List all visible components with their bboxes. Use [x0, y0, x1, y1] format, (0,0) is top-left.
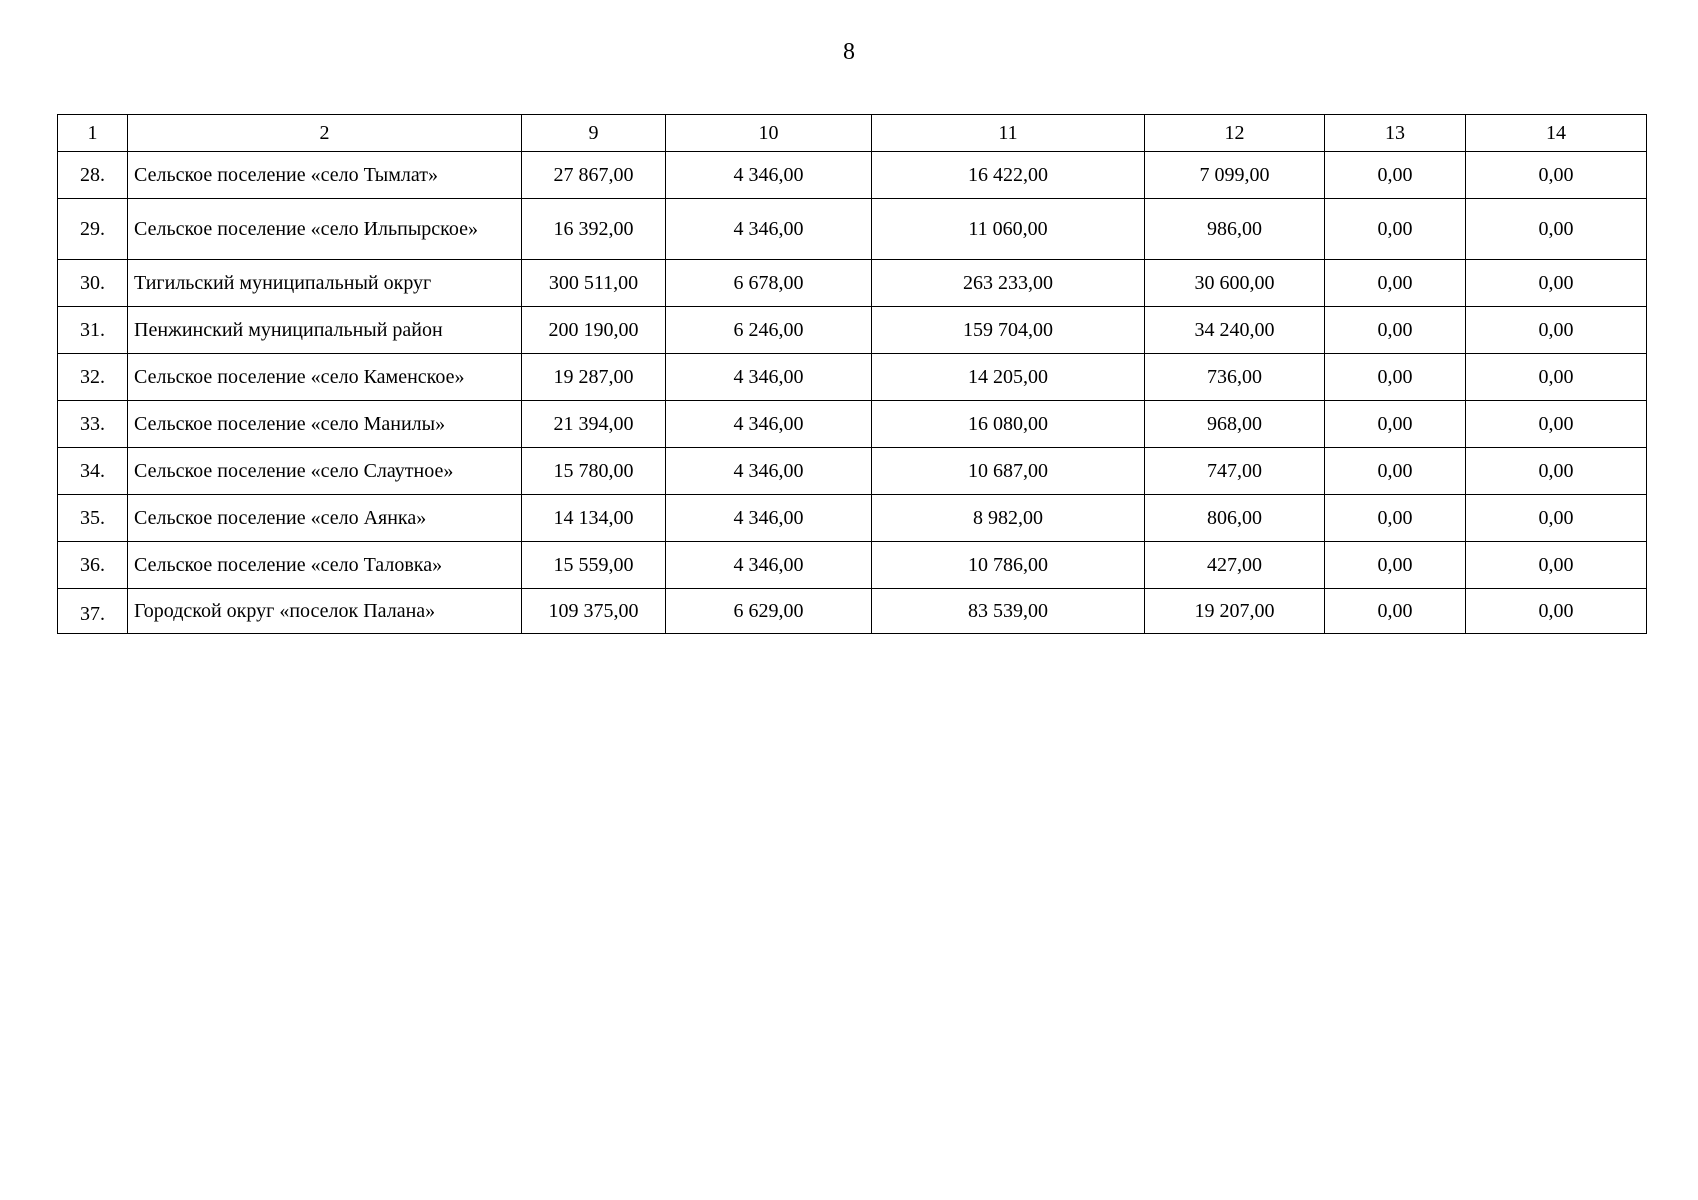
table-row	[58, 152, 1647, 199]
value-cell: 15 559,00	[522, 542, 666, 589]
value-cell: 0,00	[1325, 307, 1466, 354]
row-number: 29.	[58, 199, 128, 260]
value-cell: 0,00	[1325, 542, 1466, 589]
row-number: 28.	[58, 152, 128, 199]
value-cell: 83 539,00	[872, 589, 1145, 634]
value-cell: 0,00	[1466, 260, 1647, 307]
value-cell: 806,00	[1145, 495, 1325, 542]
value-cell: 0,00	[1325, 152, 1466, 199]
value-cell: 0,00	[1466, 495, 1647, 542]
value-cell: 968,00	[1145, 401, 1325, 448]
table-header-row	[58, 115, 1647, 152]
table-row	[58, 354, 1647, 401]
row-number: 30.	[58, 260, 128, 307]
value-cell: 4 346,00	[666, 401, 872, 448]
table-row	[58, 495, 1647, 542]
municipality-name: Сельское поселение «село Ильпырское»	[128, 199, 522, 260]
column-header: 11	[872, 115, 1145, 152]
row-number: 36.	[58, 542, 128, 589]
municipality-name: Пенжинский муниципальный район	[128, 307, 522, 354]
value-cell: 0,00	[1325, 589, 1466, 634]
value-cell: 263 233,00	[872, 260, 1145, 307]
column-header: 14	[1466, 115, 1647, 152]
value-cell: 11 060,00	[872, 199, 1145, 260]
value-cell: 0,00	[1466, 542, 1647, 589]
value-cell: 14 205,00	[872, 354, 1145, 401]
value-cell: 0,00	[1325, 260, 1466, 307]
table-row	[58, 199, 1647, 260]
table-row	[58, 448, 1647, 495]
municipality-name: Сельское поселение «село Аянка»	[128, 495, 522, 542]
table-row	[58, 401, 1647, 448]
table-row	[58, 542, 1647, 589]
row-number: 37.	[58, 589, 128, 634]
municipality-name: Сельское поселение «село Манилы»	[128, 401, 522, 448]
value-cell: 10 687,00	[872, 448, 1145, 495]
municipality-name: Тигильский муниципальный округ	[128, 260, 522, 307]
value-cell: 14 134,00	[522, 495, 666, 542]
table-row	[58, 260, 1647, 307]
value-cell: 21 394,00	[522, 401, 666, 448]
value-cell: 0,00	[1466, 401, 1647, 448]
value-cell: 16 392,00	[522, 199, 666, 260]
row-number: 35.	[58, 495, 128, 542]
value-cell: 0,00	[1466, 448, 1647, 495]
value-cell: 0,00	[1325, 448, 1466, 495]
value-cell: 0,00	[1325, 354, 1466, 401]
value-cell: 0,00	[1325, 199, 1466, 260]
value-cell: 200 190,00	[522, 307, 666, 354]
value-cell: 4 346,00	[666, 542, 872, 589]
row-number: 31.	[58, 307, 128, 354]
value-cell: 109 375,00	[522, 589, 666, 634]
value-cell: 4 346,00	[666, 448, 872, 495]
value-cell: 159 704,00	[872, 307, 1145, 354]
page-number: 8	[843, 39, 855, 65]
value-cell: 0,00	[1466, 199, 1647, 260]
value-cell: 4 346,00	[666, 495, 872, 542]
value-cell: 30 600,00	[1145, 260, 1325, 307]
column-header: 13	[1325, 115, 1466, 152]
value-cell: 7 099,00	[1145, 152, 1325, 199]
value-cell: 0,00	[1466, 307, 1647, 354]
value-cell: 0,00	[1466, 152, 1647, 199]
municipality-name: Сельское поселение «село Каменское»	[128, 354, 522, 401]
value-cell: 0,00	[1466, 354, 1647, 401]
column-header: 10	[666, 115, 872, 152]
table-row	[58, 307, 1647, 354]
value-cell: 6 246,00	[666, 307, 872, 354]
value-cell: 10 786,00	[872, 542, 1145, 589]
value-cell: 0,00	[1325, 495, 1466, 542]
value-cell: 19 287,00	[522, 354, 666, 401]
municipality-name: Сельское поселение «село Таловка»	[128, 542, 522, 589]
value-cell: 986,00	[1145, 199, 1325, 260]
budget-table	[57, 114, 1647, 634]
value-cell: 300 511,00	[522, 260, 666, 307]
value-cell: 6 678,00	[666, 260, 872, 307]
value-cell: 4 346,00	[666, 152, 872, 199]
value-cell: 15 780,00	[522, 448, 666, 495]
value-cell: 27 867,00	[522, 152, 666, 199]
column-header: 1	[58, 115, 128, 152]
row-number: 34.	[58, 448, 128, 495]
value-cell: 16 422,00	[872, 152, 1145, 199]
table-row	[58, 589, 1647, 634]
value-cell: 0,00	[1325, 401, 1466, 448]
value-cell: 6 629,00	[666, 589, 872, 634]
municipality-name: Сельское поселение «село Слаутное»	[128, 448, 522, 495]
value-cell: 4 346,00	[666, 199, 872, 260]
column-header: 9	[522, 115, 666, 152]
municipality-name: Городской округ «поселок Палана»	[128, 589, 522, 634]
column-header: 2	[128, 115, 522, 152]
row-number: 32.	[58, 354, 128, 401]
value-cell: 19 207,00	[1145, 589, 1325, 634]
value-cell: 736,00	[1145, 354, 1325, 401]
municipality-name: Сельское поселение «село Тымлат»	[128, 152, 522, 199]
column-header: 12	[1145, 115, 1325, 152]
row-number: 33.	[58, 401, 128, 448]
value-cell: 8 982,00	[872, 495, 1145, 542]
value-cell: 0,00	[1466, 589, 1647, 634]
value-cell: 747,00	[1145, 448, 1325, 495]
value-cell: 34 240,00	[1145, 307, 1325, 354]
value-cell: 427,00	[1145, 542, 1325, 589]
value-cell: 4 346,00	[666, 354, 872, 401]
value-cell: 16 080,00	[872, 401, 1145, 448]
